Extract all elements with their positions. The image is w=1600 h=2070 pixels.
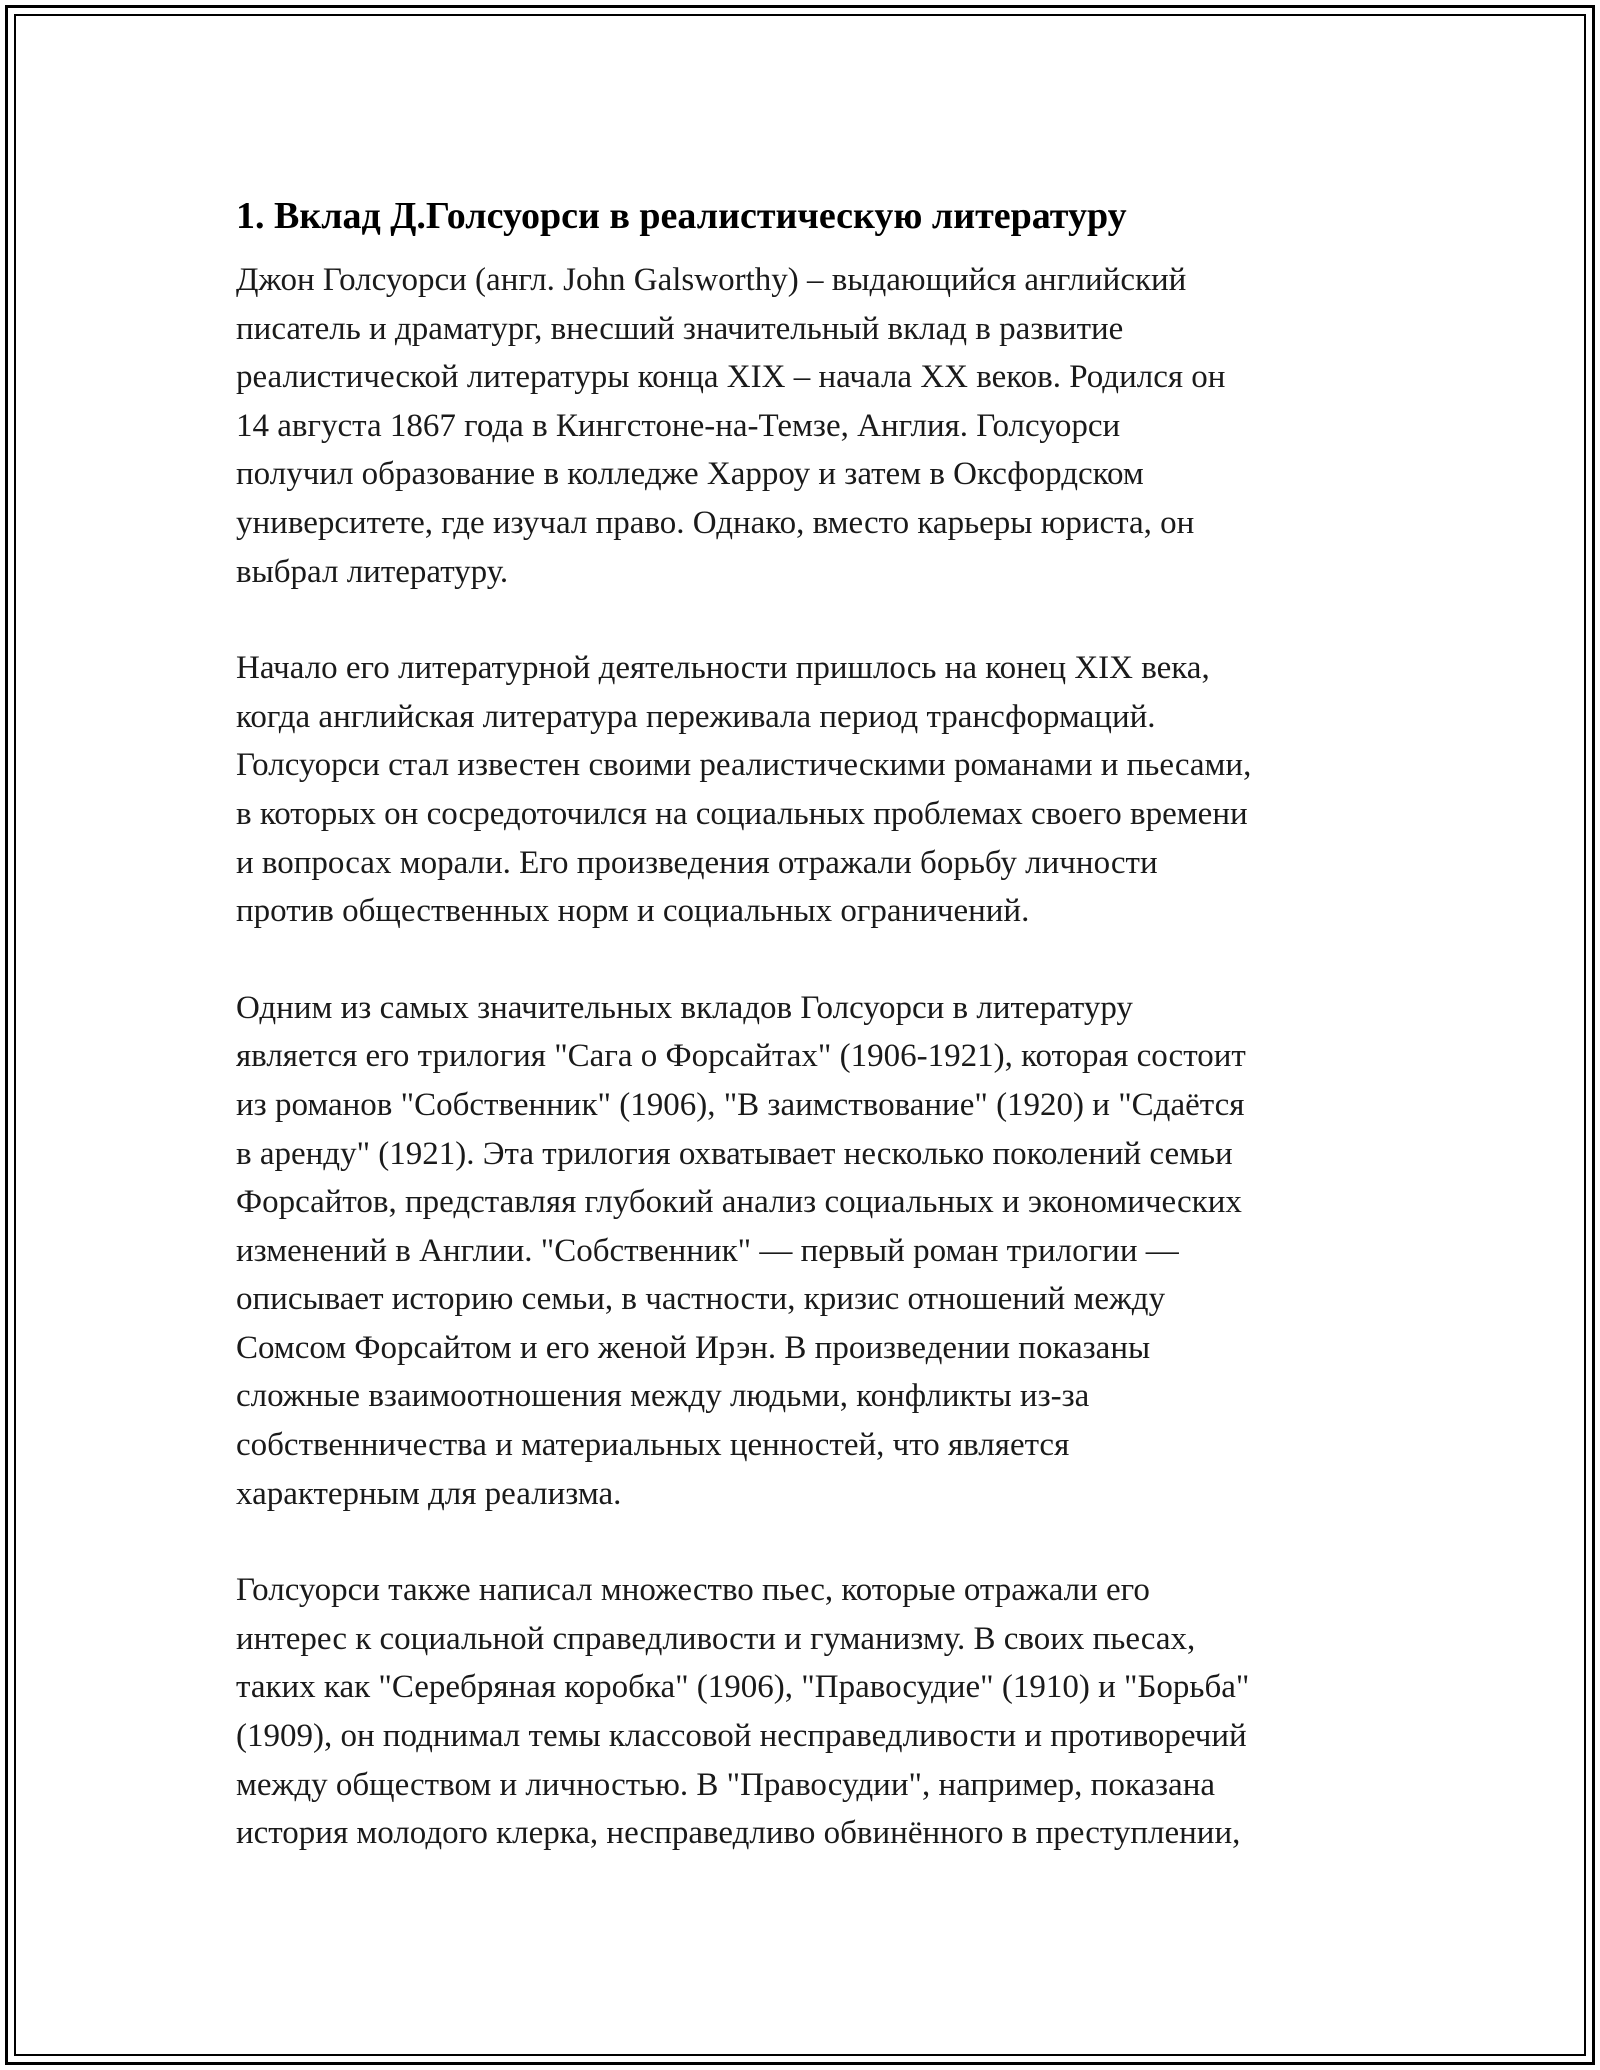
text-line: Джон Голсуорси (англ. John Galsworthy) – выдающийся английский — [236, 262, 1187, 298]
text-line: интерес к социальной справедливости и гуманизму. В своих пьесах, — [236, 1620, 1196, 1657]
text-line: между обществом и личностью. В "Правосудии", например, показана — [236, 1766, 1216, 1803]
text-line: Одним из самых значительных вкладов Голсуорси в литературу — [236, 989, 1133, 1026]
text-line: сложные взаимоотношения между людьми, конфликты из-за — [236, 1378, 1090, 1415]
text-line: писатель и драматург, внесший значительный вклад в развитие — [236, 310, 1124, 347]
paragraph-forsyte-saga — [236, 984, 1416, 1519]
text-line: является его трилогия "Сага о Форсайтах" (1906-1921), которая состоит — [236, 1038, 1246, 1075]
text-line: реалистической литературы конца XIX – начала XX веков. Родился он — [236, 359, 1226, 396]
text-line: собственничества и материальных ценностей, что является — [236, 1427, 1070, 1464]
text-line: Начало его литературной деятельности пришлось на конец XIX века, — [236, 650, 1210, 687]
text-line: изменений в Англии. "Собственник" — первый роман трилогии — — [236, 1232, 1179, 1269]
text-line: Голсуорси также написал множество пьес, которые отражали его — [236, 1572, 1150, 1609]
text-line: таких как "Серебряная коробка" (1906), "Правосудие" (1910) и "Борьба" — [236, 1669, 1250, 1706]
text-line: Форсайтов, представляя глубокий анализ социальных и экономических — [236, 1184, 1242, 1221]
paragraph-plays — [236, 1566, 1416, 1858]
text-line: университете, где изучал право. Однако, вместо карьеры юриста, он — [236, 504, 1195, 541]
text-line: Голсуорси стал известен своими реалистическими романами и пьесами, — [236, 747, 1252, 784]
text-line: история молодого клерка, несправедливо обвинённого в преступлении, — [236, 1815, 1241, 1852]
text-line: когда английская литература переживала период трансформаций. — [236, 698, 1156, 735]
text-line: характерным для реализма. — [236, 1475, 622, 1512]
text-line: в которых он сосредоточился на социальных проблемах своего времени — [236, 795, 1248, 832]
text-line: 14 августа 1867 года в Кингстоне-на-Темзе, Англия. Голсуорси — [236, 407, 1121, 444]
text-line: из романов "Собственник" (1906), "В заимствование" (1920) и "Сдаётся — [236, 1086, 1245, 1123]
paragraph-biography — [236, 256, 1416, 596]
section-heading: 1. Вклад Д.Голсуорси в реалистическую литературу — [236, 195, 1127, 237]
text-line: и вопросах морали. Его произведения отражали борьбу личности — [236, 844, 1158, 881]
text-line: (1909), он поднимал темы классовой несправедливости и противоречий — [236, 1718, 1247, 1755]
text-line: против общественных норм и социальных ограничений. — [236, 893, 1030, 930]
text-line: в аренду" (1921). Эта трилогия охватывает несколько поколений семьи — [236, 1135, 1233, 1172]
text-line: описывает историю семьи, в частности, кризис отношений между — [236, 1281, 1166, 1318]
text-line: выбрал литературу. — [236, 553, 509, 590]
paragraph-early-career — [236, 644, 1416, 936]
document-body — [236, 188, 1416, 1906]
text-line: получил образование в колледже Харроу и затем в Оксфордском — [236, 456, 1144, 493]
text-line: Сомсом Форсайтом и его женой Ирэн. В произведении показаны — [236, 1329, 1151, 1366]
